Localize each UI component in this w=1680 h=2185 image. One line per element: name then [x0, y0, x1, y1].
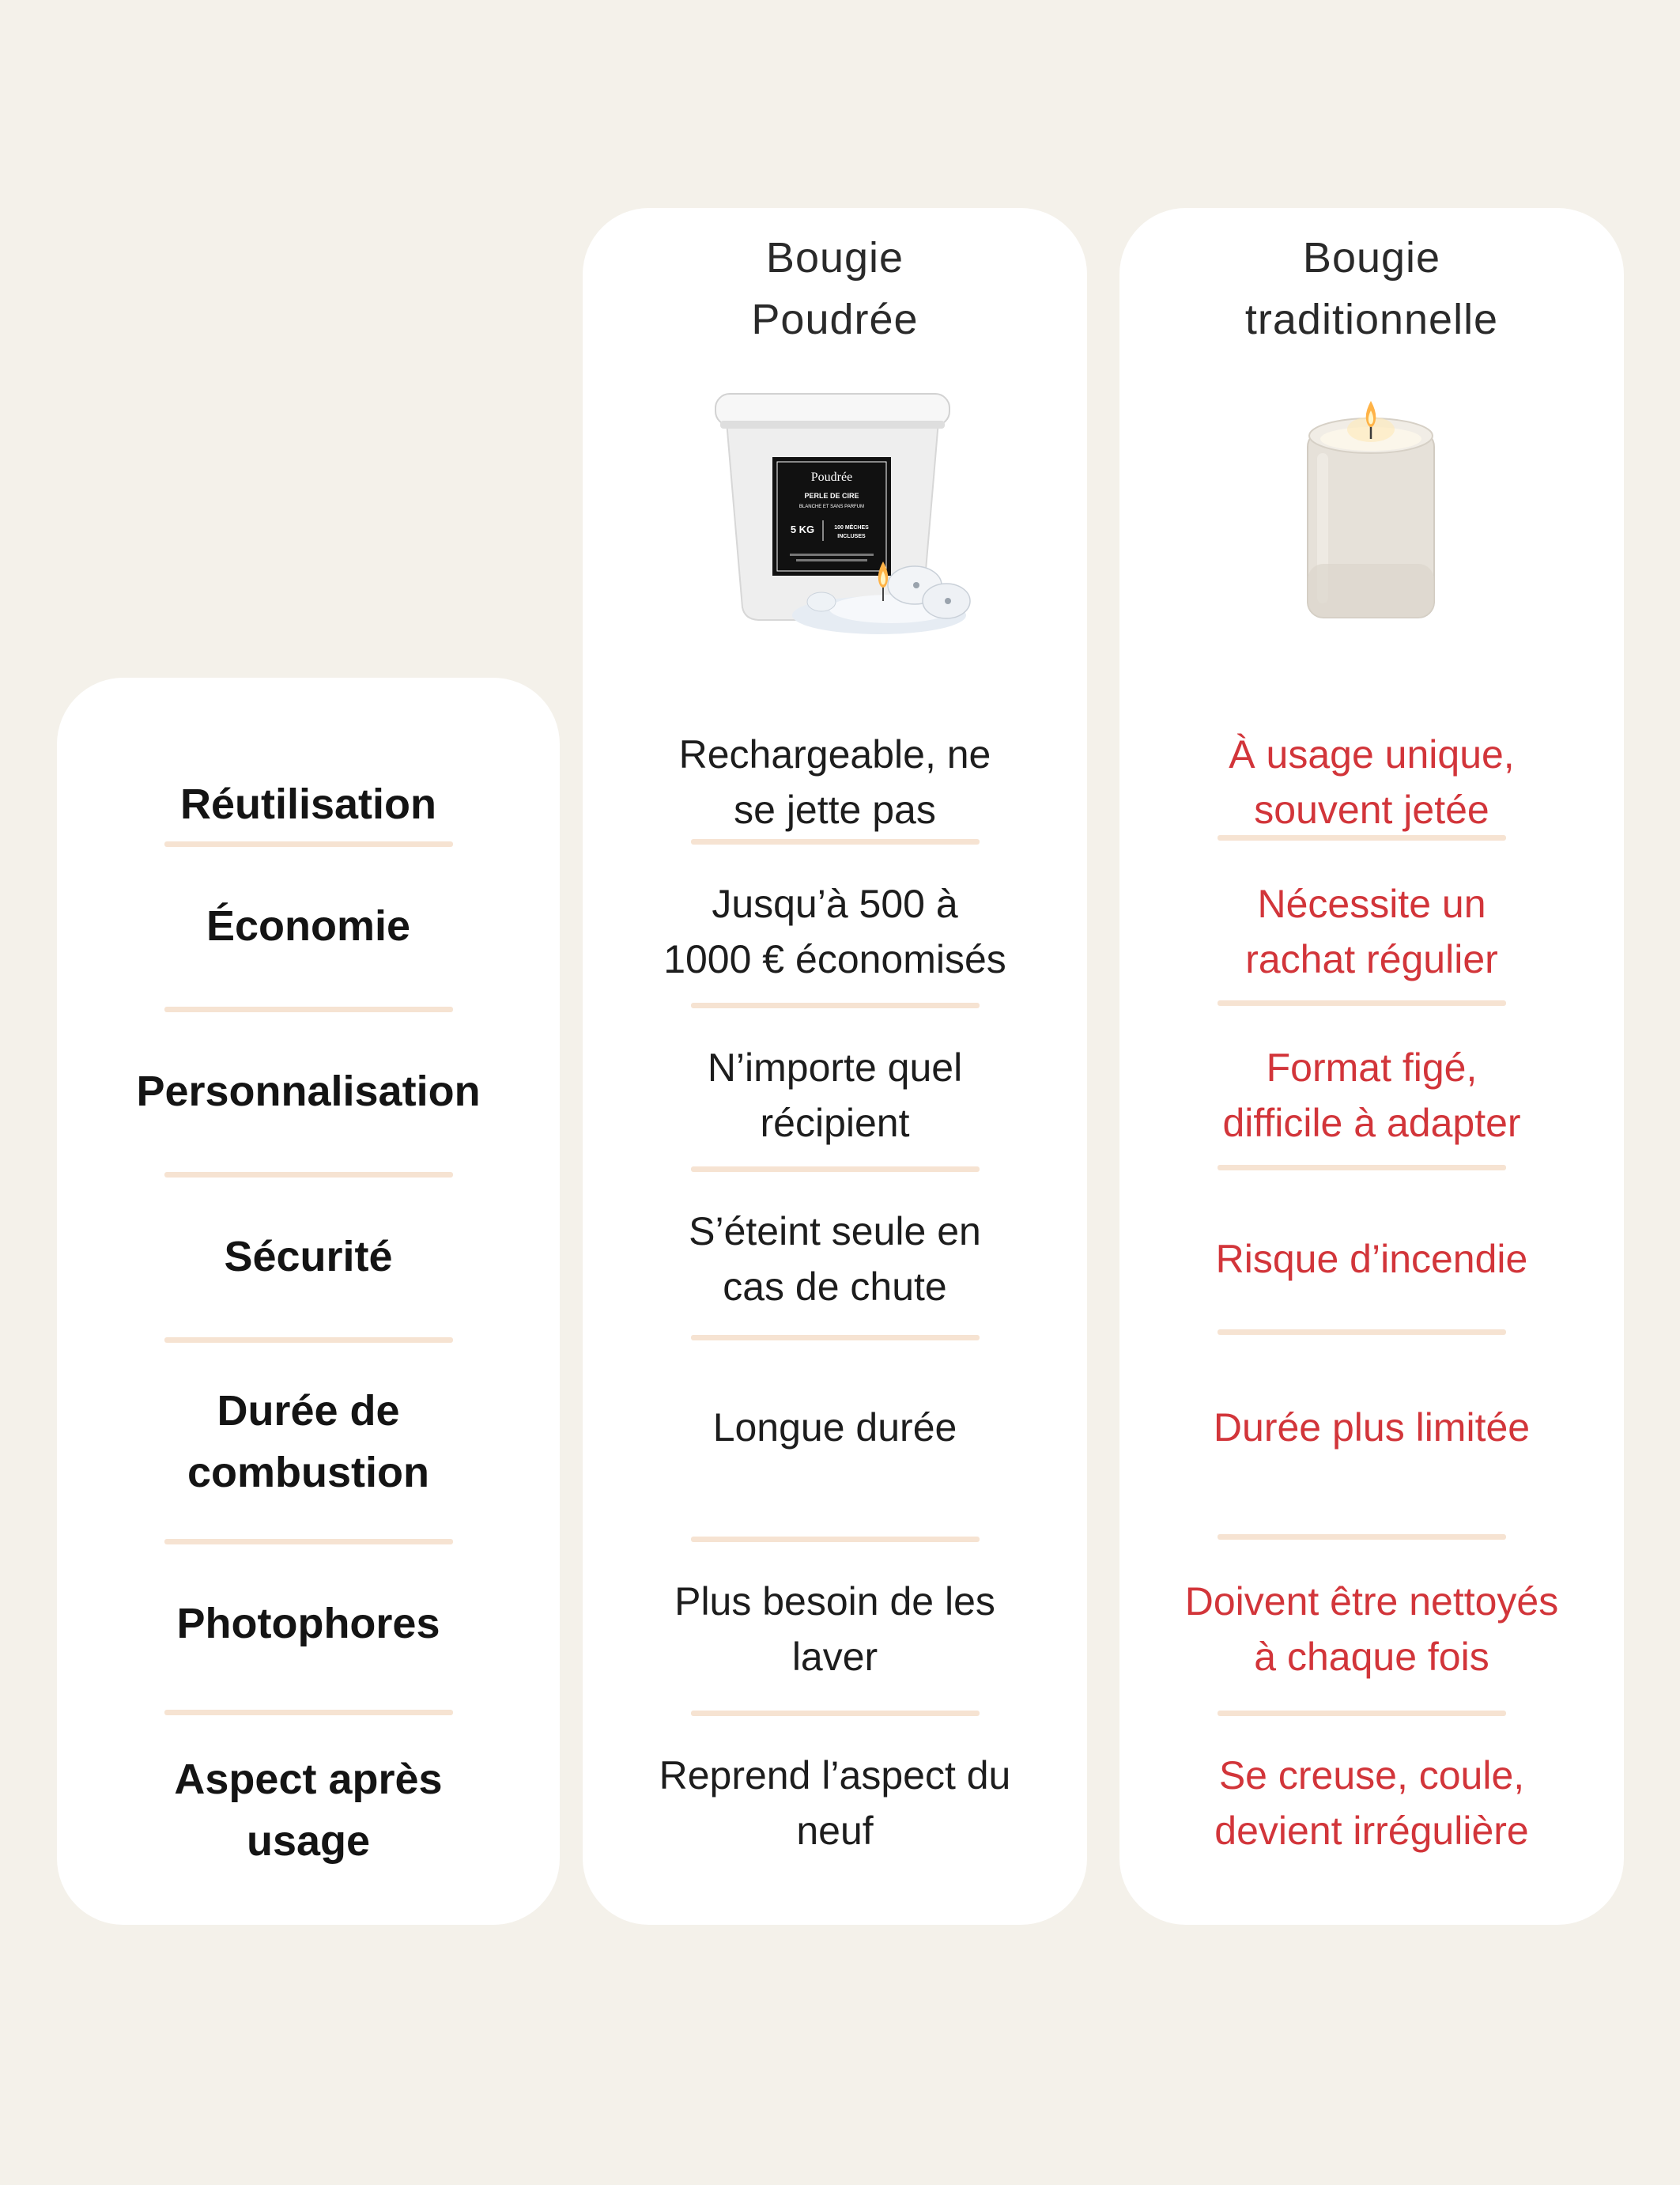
row-divider [1218, 1711, 1506, 1716]
criterion-safety: Sécurité [224, 1233, 393, 1280]
traditional-safety: Risque d’incendie [1215, 1237, 1528, 1281]
powder-aspect-after-use: Reprend l’aspect du neuf [659, 1753, 1011, 1853]
row-divider [164, 1539, 453, 1544]
row-divider [1218, 1000, 1506, 1006]
row-divider [691, 1003, 980, 1008]
row-divider [691, 839, 980, 845]
powder-candle-card [583, 208, 1087, 1925]
bucket-weight: 5 KG [790, 524, 815, 535]
bucket-line1: PERLE DE CIRE [804, 492, 859, 500]
traditional-reuse: À usage unique, souvent jetée [1229, 732, 1515, 832]
row-divider [1218, 1329, 1506, 1335]
bucket-line2: BLANCHE ET SANS PARFUM [798, 505, 865, 509]
traditional-aspect-after-use: Se creuse, coule, devient irrégulière [1214, 1753, 1529, 1853]
powder-column-title: Bougie Poudrée [751, 234, 919, 343]
powder-reuse: Rechargeable, ne se jette pas [678, 732, 991, 832]
traditional-candle-image [1301, 398, 1440, 627]
traditional-personalization: Format figé, difficile à adapter [1222, 1045, 1521, 1145]
row-divider [164, 1337, 453, 1343]
row-divider [164, 841, 453, 847]
row-divider [164, 1710, 453, 1715]
row-divider [691, 1166, 980, 1172]
bucket-wicks: 100 MÈCHES [834, 525, 869, 531]
row-divider [1218, 1165, 1506, 1170]
bucket-wicks2: INCLUSES [837, 534, 866, 539]
criterion-economy: Économie [206, 902, 411, 950]
row-divider [164, 1007, 453, 1012]
traditional-economy: Nécessite un rachat régulier [1245, 882, 1498, 981]
powder-bucket-image [709, 378, 994, 647]
row-divider [691, 1711, 980, 1716]
criteria-card [57, 678, 560, 1925]
criterion-burn-time: Durée de combustion [187, 1387, 429, 1496]
traditional-photophores: Doivent être nettoyés à chaque fois [1184, 1579, 1559, 1679]
traditional-candle-card [1119, 208, 1624, 1925]
powder-economy: Jusqu’à 500 à 1000 € économisés [663, 882, 1006, 981]
criterion-photophores: Photophores [176, 1600, 440, 1647]
traditional-burn-time: Durée plus limitée [1213, 1405, 1531, 1450]
criterion-personalization: Personnalisation [136, 1068, 481, 1115]
traditional-column-title: Bougie traditionnelle [1244, 234, 1499, 343]
powder-personalization: N’importe quel récipient [707, 1045, 963, 1145]
powder-burn-time: Longue durée [712, 1405, 957, 1450]
bucket-brand: Poudrée [810, 471, 853, 484]
criterion-aspect-after-use: Aspect après usage [174, 1756, 443, 1865]
row-divider [1218, 835, 1506, 841]
criterion-reuse: Réutilisation [179, 781, 437, 828]
powder-safety: S’éteint seule en cas de chute [689, 1209, 981, 1309]
row-divider [691, 1335, 980, 1340]
row-divider [1218, 1534, 1506, 1540]
row-divider [691, 1537, 980, 1542]
row-divider [164, 1172, 453, 1178]
powder-photophores: Plus besoin de les laver [674, 1579, 995, 1679]
